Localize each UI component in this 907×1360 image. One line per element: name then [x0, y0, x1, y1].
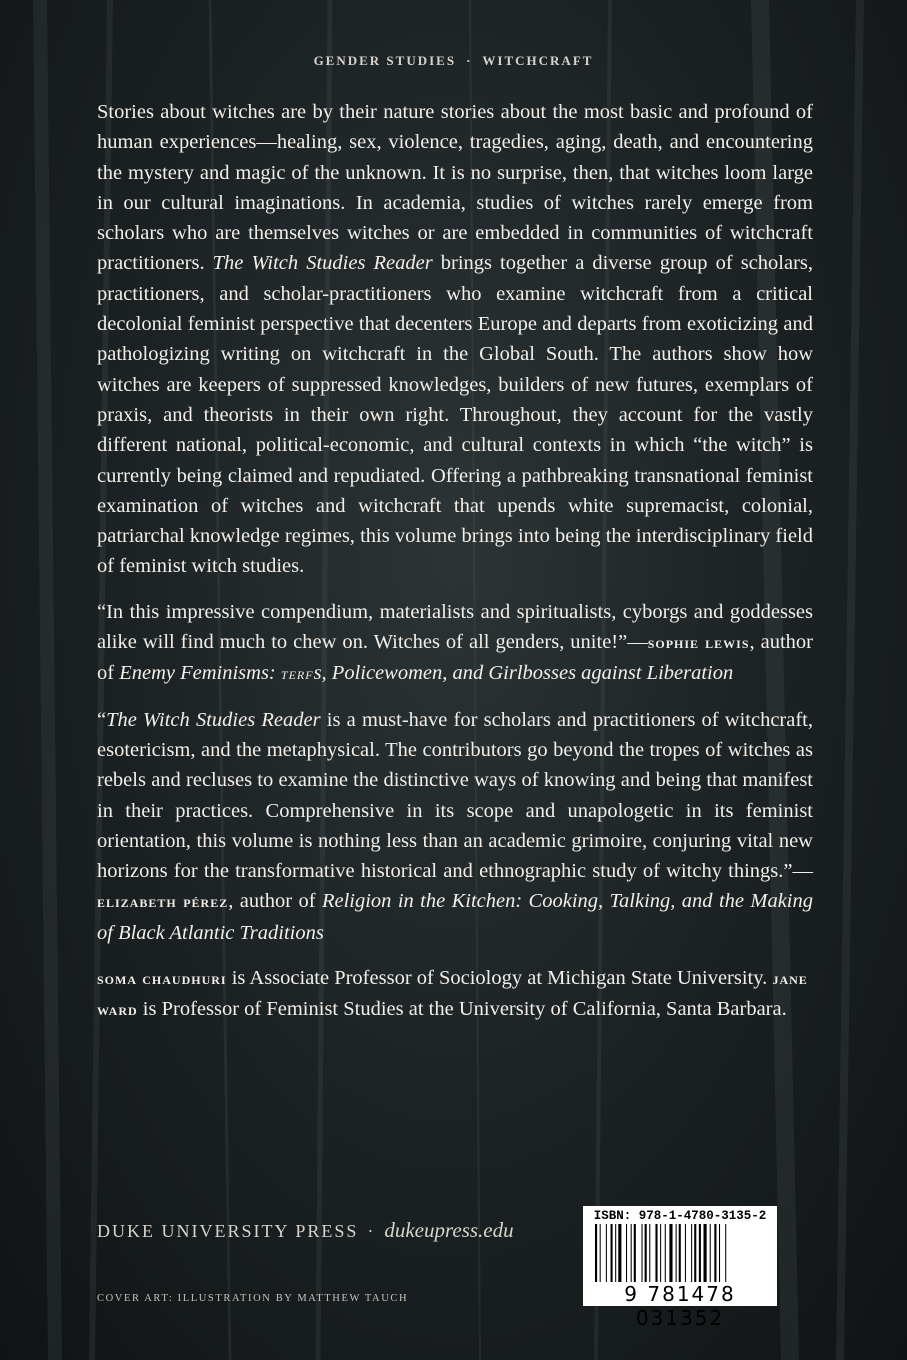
back-cover-text	[97, 97, 813, 1041]
barcode-bars	[595, 1224, 765, 1282]
isbn-label: ISBN: 978-1-4780-3135-2	[593, 1209, 767, 1223]
editor-bios: soma chaudhuri is Associate Professor of Sociology at Michigan State University. jane ward is Professor of Feminist Studies at the University of California, Santa Barbara.	[97, 967, 808, 1021]
blurb-author-name: sophie lewis	[647, 633, 750, 653]
blurb-work-title: Enemy Feminisms: terfs, Policewomen, and Girlbosses against Liberation	[119, 662, 734, 685]
publisher-url: dukeupress.edu	[384, 1218, 514, 1242]
editor-name: soma chaudhuri	[97, 969, 227, 989]
publisher-separator: ·	[367, 1221, 376, 1241]
book-title: The Witch Studies Reader	[106, 708, 321, 731]
book-title: The Witch Studies Reader	[212, 252, 433, 275]
category-gender-studies: GENDER STUDIES	[313, 53, 457, 68]
blurb-author-name: elizabeth pérez	[97, 892, 229, 912]
book-description: Stories about witches are by their nature stories about the most basic and profound of human experiences—healing, sex, violence, tragedies, aging, death, and encountering the mystery and magic of the unknown. It is no surprise, then, that witches loom large in our cultural imaginations. In academia, studies of witches rarely emerge from scholars who are themselves witches or are embedded in communities of witchcraft practitioners. The Witch Studies Reader brings together a diverse group of scholars, practitioners, and scholar-practitioners who examine witchcraft from a critical decolonial feminist perspective that decenters Europe and departs from exoticizing and pathologizing writing on witchcraft in the Global South. The authors show how witches are keepers of suppressed knowledges, builders of new futures, exemplars of praxis, and theorists in their own right. Throughout, they account for the vastly different national, political-economic, and cultural contexts in which “the witch” is currently being claimed and repudiated. Offering a pathbreaking transnational feminist examination of witches and witchcraft that upends white supremacist, colonial, patriarchal knowledge regimes, this volume brings into being the interdisciplinary field of feminist witch studies.	[97, 101, 814, 578]
category-line	[0, 53, 907, 69]
blurb-sophie-lewis: “In this impressive compendium, materialists and spiritualists, cyborgs and goddesses alike will find much to chew on. Witches of all genders, unite!”—sophie lewis, author of Enemy Feminisms: terfs, Policewomen, and Girlbosses against Liberation	[97, 600, 814, 685]
blurb-elizabeth-perez: “The Witch Studies Reader is a must-have for scholars and practitioners of witchcraft, esotericism, and the metaphysical. The contributors go beyond the tropes of witches as rebels and recluses to examine the distinctive ways of knowing and being that manifest in their practices. Comprehensive in its scope and unapologetic in its feminist orientation, this volume is nothing less than an academic grimoire, conjuring vital new horizons for the transformative historical and ethnographic study of witchy things.”—elizabeth pérez, author of Religion in the Kitchen: Cooking, Talking, and the Making of Black Atlantic Traditions	[97, 708, 814, 944]
cover-art-credit: COVER ART: ILLUSTRATION BY MATTHEW TAUCH	[97, 1293, 409, 1304]
blurb-work-title: Religion in the Kitchen: Cooking, Talking, and the Making of Black Atlantic Traditions	[97, 890, 814, 944]
category-witchcraft: WITCHCRAFT	[482, 53, 594, 68]
isbn-digits: 9 781478 031352	[624, 1282, 736, 1330]
category-separator: ·	[466, 53, 473, 68]
isbn-barcode	[583, 1206, 777, 1330]
editor-name: jane ward	[97, 969, 808, 1020]
publisher-name: DUKE UNIVERSITY PRESS	[97, 1221, 359, 1241]
publisher-line	[97, 1218, 514, 1243]
